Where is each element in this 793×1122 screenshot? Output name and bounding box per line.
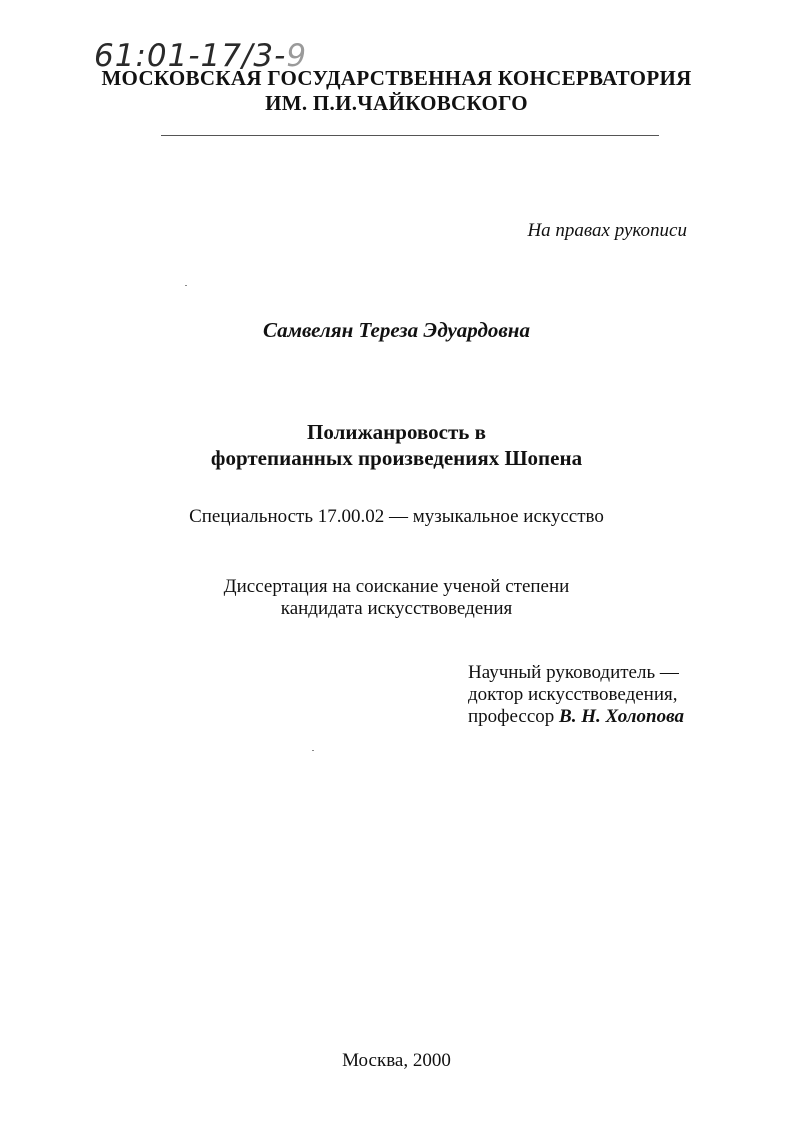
scientific-advisor: [468, 662, 684, 728]
rights-notice: На правах рукописи: [527, 220, 687, 241]
advisor-title-line: [468, 706, 684, 728]
archive-stamp-faded-digit: 9: [286, 38, 308, 74]
city-and-year: Москва, 2000: [342, 1050, 451, 1071]
institution-name: МОСКОВСКАЯ ГОСУДАРСТВЕННАЯ КОНСЕРВАТОРИЯ: [101, 66, 692, 90]
advisor-degree: доктор искусствоведения,: [468, 684, 678, 705]
advisor-role: Научный руководитель —: [468, 662, 679, 683]
degree-statement-line-2: кандидата искусствоведения: [280, 598, 513, 619]
scan-speck: [185, 285, 187, 286]
dissertation-title-line-1: Полижанровость в: [307, 420, 486, 444]
degree-statement-line-1: Диссертация на соискание ученой степени: [223, 576, 570, 597]
institution-dedication: ИМ. П.И.ЧАЙКОВСКОГО: [265, 91, 528, 115]
advisor-name: В. Н. Холопова: [559, 706, 684, 727]
archive-stamp-number: 61:01-17/3-: [94, 38, 287, 74]
dissertation-title-line-2: фортепианных произведениях Шопена: [210, 446, 583, 470]
advisor-rank: профессор: [468, 706, 560, 727]
specialty: Специальность 17.00.02 — музыкальное искусство: [189, 506, 604, 527]
header-divider: [161, 135, 659, 136]
scan-speck: [312, 750, 314, 751]
author-name: Самвелян Тереза Эдуардовна: [263, 318, 530, 342]
